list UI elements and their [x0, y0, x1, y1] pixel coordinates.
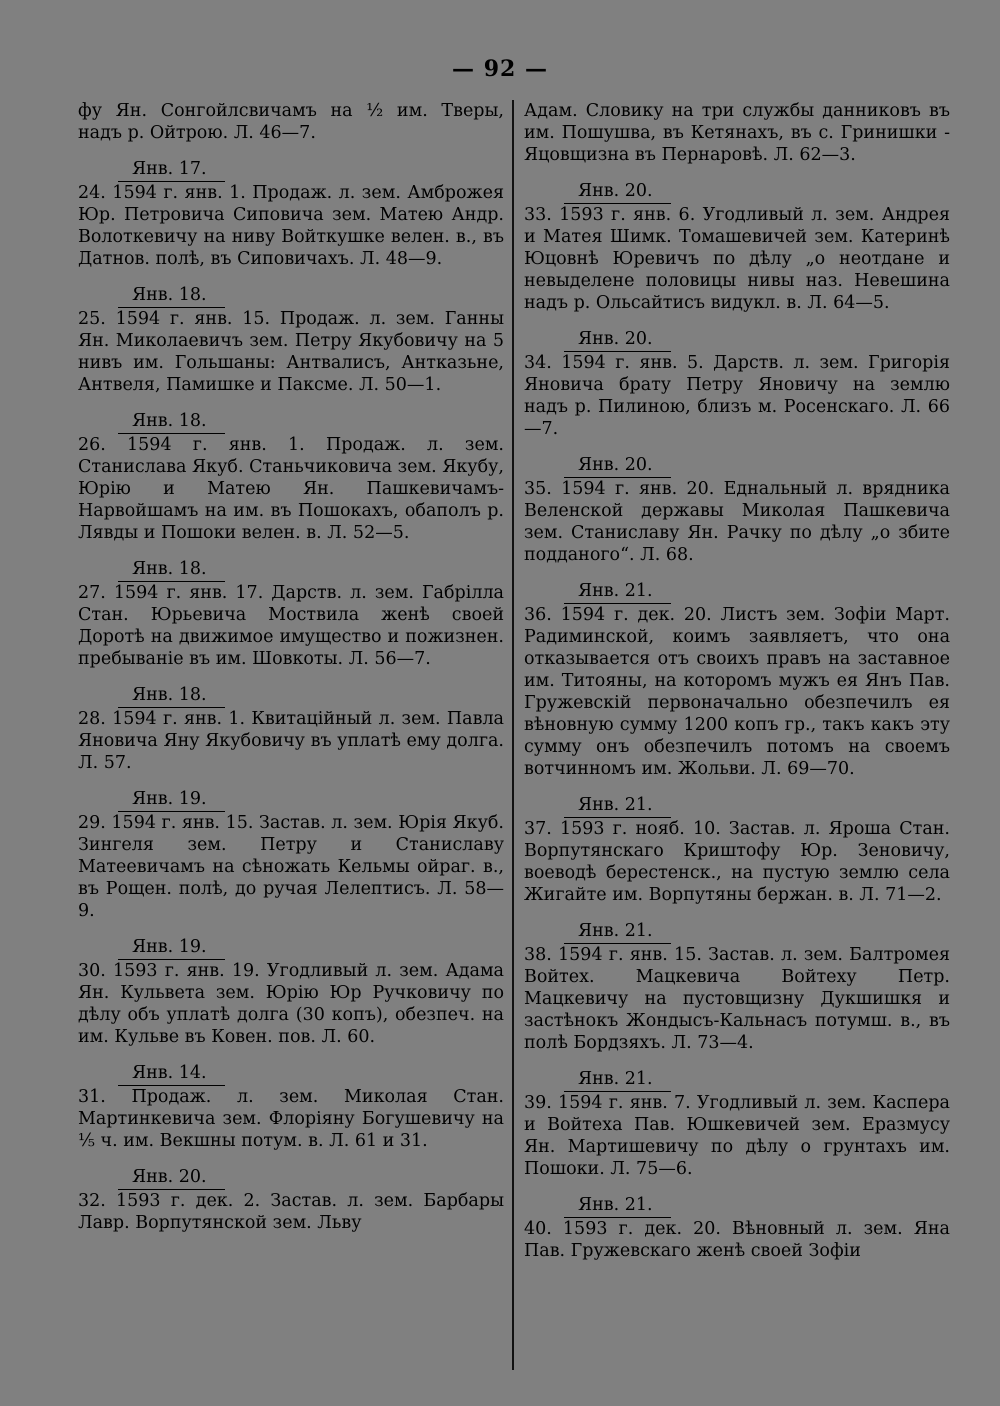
- entry-text: 26. 1594 г. янв. 1. Продаж. л. зем. Станислава Якуб. Станьчиковича зем. Якубу, Юрію и Матею Ян. Пашкевичамъ-Нарвойшамъ на им. въ Пошокахъ, обаполъ р. Лявды и Пошоки велен. в. Л. 52—5.: [78, 435, 504, 543]
- entry-date: [524, 1194, 950, 1218]
- register-entry: [78, 774, 504, 922]
- entry-gap: [524, 780, 950, 794]
- entry-text: 38. 1594 г. янв. 15. Застав. л. зем. Балтромея Войтех. Мацкевича Войтеху Петр. Мацкевичу на пустовщизну Дукшишкя и застѣнокъ Жондысъ-Кальнасъ потумш. в., въ полѣ Бордзяхъ. Л. 73—4.: [524, 945, 950, 1053]
- entry-date-label: Янв. 21.: [564, 1194, 671, 1218]
- entry-date: [78, 788, 504, 812]
- entry-gap: [524, 440, 950, 454]
- entry-date: [78, 1062, 504, 1086]
- register-entry: [78, 144, 504, 270]
- entry-text: 36. 1594 г. дек. 20. Листъ зем. Зофіи Март. Радиминской, коимъ заявляетъ, что она отказывается отъ своихъ правъ на заставное им. Титояны, на которомъ мужъ ея Янъ Пав. Гружевскій первоначально обезпечилъ ея вѣновную сумму 1200 копъ гр., такъ какъ эту сумму онъ обезпечилъ потомъ на своемъ вотчинномъ им. Жольви. Л. 69—70.: [524, 605, 950, 779]
- entry-text: 24. 1594 г. янв. 1. Продаж. л. зем. Амброжея Юр. Петровича Сиповича зем. Матею Андр. Волоткевичу на ниву Войткушке велен. в., въ Датнов. полѣ, въ Сиповичахъ. Л. 48—9.: [78, 183, 504, 269]
- entry-gap: [524, 906, 950, 920]
- entry-text: фу Ян. Сонгойлсвичамъ на ½ им. Тверы, надъ р. Ойтрою. Л. 46—7.: [78, 101, 504, 143]
- entry-date-label: Янв. 14.: [118, 1062, 225, 1086]
- entry-text: 29. 1594 г. янв. 15. Застав. л. зем. Юрія Якуб. Зингеля зем. Петру и Станиславу Матеевичамъ на сѣножать Кельмы ойраг. в., въ Рощен. полѣ, до ручая Лелептисъ. Л. 58—9.: [78, 813, 504, 921]
- entry-text: Адам. Словику на три службы данниковъ въ им. Пошушва, въ Кетянахъ, въ с. Гринишки - Яцовщизна въ Пернаровѣ. Л. 62—3.: [524, 101, 950, 165]
- entry-date: [78, 558, 504, 582]
- register-entry: [524, 166, 950, 314]
- entry-date: [78, 410, 504, 434]
- entry-date: [524, 328, 950, 352]
- register-entry: [78, 1152, 504, 1234]
- column-divider: [512, 100, 514, 1370]
- register-entry: [524, 780, 950, 906]
- register-entry: [524, 100, 950, 166]
- entry-date-label: Янв. 21.: [564, 1068, 671, 1092]
- register-entry: [524, 1180, 950, 1262]
- entry-text: 35. 1594 г. янв. 20. Еднальный л. врядника Веленской державы Миколая Пашкевича зем. Станиславу Ян. Рачку по дѣлу „о збите подданого“. Л. 68.: [524, 479, 950, 565]
- entry-text: 34. 1594 г. янв. 5. Дарств. л. зем. Григорія Яновича брату Петру Яновичу на землю надъ р. Пилиною, близъ м. Росенскаго. Л. 66—7.: [524, 353, 950, 439]
- entry-date-label: Янв. 17.: [118, 158, 225, 182]
- entry-date-label: Янв. 19.: [118, 788, 225, 812]
- entry-date: [78, 158, 504, 182]
- register-entry: [78, 1048, 504, 1152]
- entry-text: 32. 1593 г. дек. 2. Застав. л. зем. Барбары Лавр. Ворпутянской зем. Льву: [78, 1191, 504, 1233]
- entry-date: [524, 1068, 950, 1092]
- right-column: [524, 100, 950, 1262]
- entry-date-label: Янв. 20.: [564, 180, 671, 204]
- entry-date: [78, 284, 504, 308]
- entry-gap: [78, 544, 504, 558]
- entry-gap: [524, 566, 950, 580]
- entry-date: [524, 920, 950, 944]
- entry-gap: [78, 1048, 504, 1062]
- entry-gap: [78, 396, 504, 410]
- entry-date-label: Янв. 18.: [118, 558, 225, 582]
- entry-text: 30. 1593 г. янв. 19. Угодливый л. зем. Адама Ян. Кульвета зем. Юрію Юр Ручковичу по дѣлу объ уплатѣ долга (30 копъ), обезпеч. на им. Кульве въ Ковен. пов. Л. 60.: [78, 961, 504, 1047]
- entry-date: [524, 794, 950, 818]
- entry-date-label: Янв. 21.: [564, 920, 671, 944]
- entry-gap: [78, 670, 504, 684]
- entry-date-label: Янв. 18.: [118, 684, 225, 708]
- register-entry: [78, 922, 504, 1048]
- entry-gap: [524, 166, 950, 180]
- entry-date: [78, 1166, 504, 1190]
- entry-text: 33. 1593 г. янв. 6. Угодливый л. зем. Андрея и Матея Шимк. Томашевичей зем. Катеринѣ Юцовнѣ Юревичъ по дѣлу „о неотдане и невыделене половицы нивы наз. Невешина надъ р. Ольсайтисъ видукл. в. Л. 64—5.: [524, 205, 950, 313]
- register-entry: [524, 906, 950, 1054]
- register-entry: [524, 314, 950, 440]
- left-column: [78, 100, 504, 1234]
- register-entry: [78, 270, 504, 396]
- entry-date-label: Янв. 21.: [564, 794, 671, 818]
- entry-text: 31. Продаж. л. зем. Миколая Стан. Мартинкевича зем. Флоріяну Богушевичу на ⅕ ч. им. Векшны потум. в. Л. 61 и 31.: [78, 1087, 504, 1151]
- entry-gap: [78, 270, 504, 284]
- entry-date-label: Янв. 21.: [564, 580, 671, 604]
- entry-date: [524, 454, 950, 478]
- register-entry: [78, 544, 504, 670]
- entry-date-label: Янв. 18.: [118, 410, 225, 434]
- register-entry: [78, 670, 504, 774]
- entry-text: 25. 1594 г. янв. 15. Продаж. л. зем. Ганны Ян. Миколаевичъ зем. Петру Якубовичу на 5 нивъ им. Гольшаны: Антвалисъ, Антказьне, Антвеля, Памишке и Паксме. Л. 50—1.: [78, 309, 504, 395]
- entry-date: [78, 684, 504, 708]
- entry-text: 28. 1594 г. янв. 1. Квитацiйный л. зем. Павла Яновича Яну Якубовичу въ уплатѣ ему долга. Л. 57.: [78, 709, 504, 773]
- register-entry: [524, 566, 950, 780]
- entry-text: 37. 1593 г. нояб. 10. Застав. л. Яроша Стан. Ворпутянскаго Криштофу Юр. Зеновичу, воеводѣ берестенск., на пустую землю села Жигайте им. Ворпутяны бержан. в. Л. 71—2.: [524, 819, 950, 905]
- entry-date-label: Янв. 20.: [564, 454, 671, 478]
- entry-gap: [78, 1152, 504, 1166]
- entry-text: 27. 1594 г. янв. 17. Дарств. л. зем. Габрілла Стан. Юрьевича Моствила женѣ своей Доротѣ на движимое имущество и пожизнен. пребываніе въ им. Шовкоты. Л. 56—7.: [78, 583, 504, 669]
- entry-gap: [78, 922, 504, 936]
- entry-date-label: Янв. 20.: [118, 1166, 225, 1190]
- register-entry: [78, 100, 504, 144]
- entry-gap: [524, 314, 950, 328]
- entry-gap: [78, 144, 504, 158]
- entry-gap: [524, 1054, 950, 1068]
- entry-date: [78, 936, 504, 960]
- entry-date-label: Янв. 19.: [118, 936, 225, 960]
- entry-date-label: Янв. 18.: [118, 284, 225, 308]
- register-entry: [524, 1054, 950, 1180]
- register-entry: [78, 396, 504, 544]
- entry-text: 39. 1594 г. янв. 7. Угодливый л. зем. Каспера и Войтеха Пав. Юшкевичей зем. Еразмусу Ян. Мартишевичу по дѣлу о грунтахъ им. Пошоки. Л. 75—6.: [524, 1093, 950, 1179]
- entry-date-label: Янв. 20.: [564, 328, 671, 352]
- page-number: — 92 —: [452, 56, 548, 82]
- entry-date: [524, 180, 950, 204]
- entry-text: 40. 1593 г. дек. 20. Вѣновный л. зем. Яна Пав. Гружевскаго женѣ своей Зофіи: [524, 1219, 950, 1261]
- entry-gap: [78, 774, 504, 788]
- entry-date: [524, 580, 950, 604]
- register-entry: [524, 440, 950, 566]
- entry-gap: [524, 1180, 950, 1194]
